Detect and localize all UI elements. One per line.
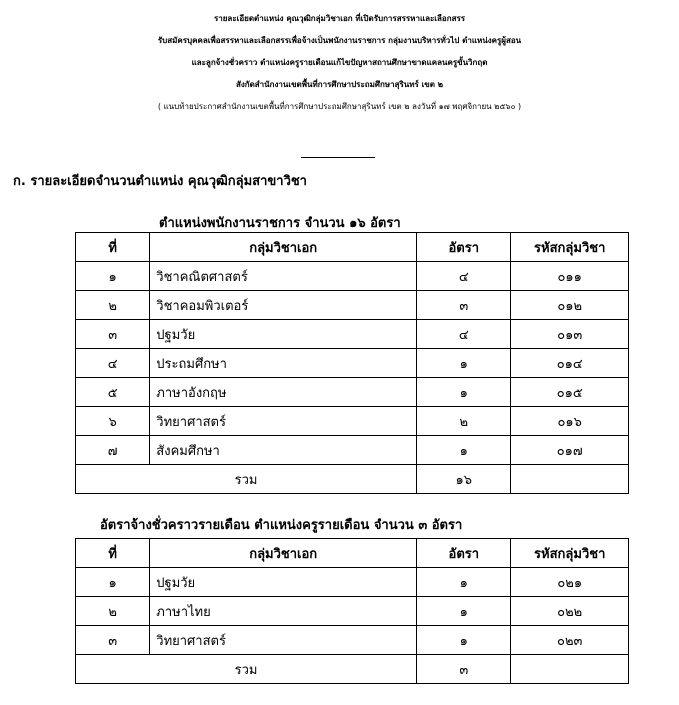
table1-total-value: ๑๖ [417, 465, 511, 494]
table2-total-value: ๓ [417, 655, 511, 684]
row-subject: ภาษาอังกฤษ [150, 378, 417, 407]
row-subject: วิทยาศาสตร์ [150, 626, 417, 655]
table-row [76, 378, 629, 407]
row-rate: ๑ [417, 597, 511, 626]
row-rate: ๑ [417, 626, 511, 655]
row-subject: วิชาคอมพิวเตอร์ [150, 291, 417, 320]
table-row [76, 320, 629, 349]
table2-header-row [76, 539, 629, 568]
row-code: ๐๑๗ [511, 436, 629, 465]
row-number: ๑ [76, 568, 150, 597]
column-header-rate: อัตรา [417, 539, 511, 568]
row-number: ๒ [76, 291, 150, 320]
column-header-code: รหัสกลุ่มวิชา [511, 539, 629, 568]
row-code: ๐๑๑ [511, 262, 629, 291]
row-subject: ปฐมวัย [150, 320, 417, 349]
header-line-2: รับสมัครบุคคลเพื่อสรรหาและเลือกสรรเพื่อจ้างเป็นพนักงานราชการ กลุ่มงานบริหารทั่วไป ตำแหน่งครูผู้สอน [157, 36, 522, 45]
row-number: ๓ [76, 626, 150, 655]
table2-total-empty [511, 655, 629, 684]
row-rate: ๓ [417, 291, 511, 320]
row-rate: ๑ [417, 568, 511, 597]
row-rate: ๑ [417, 349, 511, 378]
column-header-no: ที่ [76, 233, 150, 262]
table1-total-empty [511, 465, 629, 494]
table-row [76, 568, 629, 597]
row-number: ๔ [76, 349, 150, 378]
table2-total-row [76, 655, 629, 684]
row-code: ๐๑๖ [511, 407, 629, 436]
table2-title: อัตราจ้างชั่วคราวรายเดือน ตำแหน่งครูรายเดือน จำนวน ๓ อัตรา [100, 518, 463, 533]
column-header-code: รหัสกลุ่มวิชา [511, 233, 629, 262]
row-subject: วิชาคณิตศาสตร์ [150, 262, 417, 291]
table-row [76, 407, 629, 436]
table2-body [76, 568, 629, 655]
table-row [76, 597, 629, 626]
row-number: ๓ [76, 320, 150, 349]
row-number: ๒ [76, 597, 150, 626]
row-number: ๗ [76, 436, 150, 465]
row-subject: วิทยาศาสตร์ [150, 407, 417, 436]
row-subject: ประถมศึกษา [150, 349, 417, 378]
row-rate: ๑ [417, 436, 511, 465]
row-code: ๐๑๔ [511, 349, 629, 378]
row-code: ๐๒๒ [511, 597, 629, 626]
column-header-subject: กลุ่มวิชาเอก [150, 539, 417, 568]
header-line-1: รายละเอียดตำแหน่ง คุณวุฒิกลุ่มวิชาเอก ที่เปิดรับการสรรหาและเลือกสรร [213, 14, 466, 23]
row-number: ๑ [76, 262, 150, 291]
document-header [0, 8, 679, 118]
header-divider [301, 157, 375, 158]
row-rate: ๔ [417, 320, 511, 349]
table1-title: ตำแหน่งพนักงานราชการ จำนวน ๑๖ อัตรา [159, 216, 401, 231]
column-header-no: ที่ [76, 539, 150, 568]
header-line-4: สังกัดสำนักงานเขตพื้นที่การศึกษาประถมศึกษาสุรินทร์ เขต ๒ [235, 80, 444, 89]
row-code: ๐๒๓ [511, 626, 629, 655]
row-subject: ภาษาไทย [150, 597, 417, 626]
row-number: ๕ [76, 378, 150, 407]
column-header-subject: กลุ่มวิชาเอก [150, 233, 417, 262]
table-row [76, 291, 629, 320]
table-row [76, 349, 629, 378]
row-code: ๐๑๕ [511, 378, 629, 407]
section-title: ก. รายละเอียดจำนวนตำแหน่ง คุณวุฒิกลุ่มสาขาวิชา [13, 174, 307, 189]
table-row [76, 262, 629, 291]
row-subject: สังคมศึกษา [150, 436, 417, 465]
column-header-rate: อัตรา [417, 233, 511, 262]
table2 [75, 538, 629, 684]
table2-total-label: รวม [76, 655, 417, 684]
table1-header-row [76, 233, 629, 262]
table1-body [76, 262, 629, 465]
table1-total-label: รวม [76, 465, 417, 494]
table-row [76, 626, 629, 655]
table1-total-row [76, 465, 629, 494]
row-code: ๐๒๑ [511, 568, 629, 597]
row-number: ๖ [76, 407, 150, 436]
table-row [76, 436, 629, 465]
header-line-3: และลูกจ้างชั่วคราว ตำแหน่งครูรายเดือนแก้ไขปัญหาสถานศึกษาขาดแคลนครูขั้นวิกฤต [191, 58, 488, 67]
row-subject: ปฐมวัย [150, 568, 417, 597]
table1 [75, 232, 629, 494]
row-code: ๐๑๓ [511, 320, 629, 349]
header-line-5: ( แนบท้ายประกาศสำนักงานเขตพื้นที่การศึกษาประถมศึกษาสุรินทร์ เขต ๒ ลงวันที่ ๑๗ พฤศจิกายน ๒๕๖๐ ) [157, 102, 522, 111]
row-rate: ๒ [417, 407, 511, 436]
row-rate: ๑ [417, 378, 511, 407]
row-rate: ๔ [417, 262, 511, 291]
row-code: ๐๑๒ [511, 291, 629, 320]
